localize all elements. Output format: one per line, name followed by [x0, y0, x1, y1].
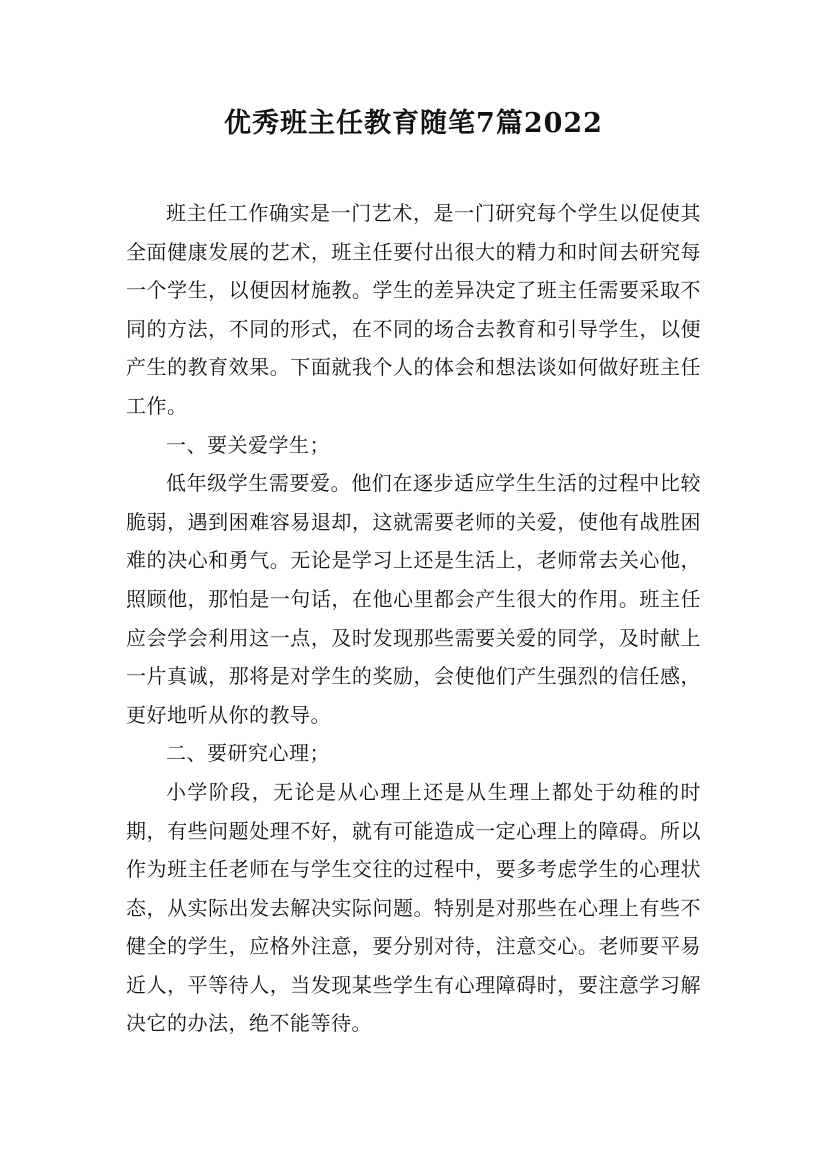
section-heading-care-students: 一、要关爱学生；: [166, 432, 330, 457]
document-title: 优秀班主任教育随笔7篇2022: [224, 108, 603, 139]
paragraph-intro: 班主任工作确实是一门艺术，是一门研究每个学生以促使其全面健康发展的艺术，班主任要付出很大的精力和时间去研究每一个学生，以便因材施教。学生的差异决定了班主任需要采取不同的方法，不同的形式，在不同的场合去教育和引导学生，以便产生的教育效果。下面就我个人的体会和想法谈如何做好班主任工作。: [126, 201, 701, 418]
paragraph-care-students: 低年级学生需要爱。他们在逐步适应学生生活的过程中比较脆弱，遇到困难容易退却，这就需要老师的关爱，使他有战胜困难的决心和勇气。无论是学习上还是生活上，老师常去关心他，照顾他，那怕是一句话，在他心里都会产生很大的作用。班主任应会学会利用这一点，及时发现那些需要关爱的同学，及时献上一片真诚，那将是对学生的奖励，会使他们产生强烈的信任感，更好地听从你的教导。: [126, 471, 701, 727]
document-body: [126, 194, 701, 1043]
section-heading-study-psychology: 二、要研究心理；: [166, 741, 330, 766]
paragraph-study-psychology: 小学阶段，无论是从心理上还是从生理上都处于幼稚的时期，有些问题处理不好，就有可能造成一定心理上的障碍。所以作为班主任老师在与学生交往的过程中，要多考虑学生的心理状态，从实际出发去解决实际问题。特别是对那些在心理上有些不健全的学生，应格外注意，要分别对待，注意交心。老师要平易近人，平等待人，当发现某些学生有心理障碍时，要注意学习解决它的办法，绝不能等待。: [126, 779, 701, 1036]
